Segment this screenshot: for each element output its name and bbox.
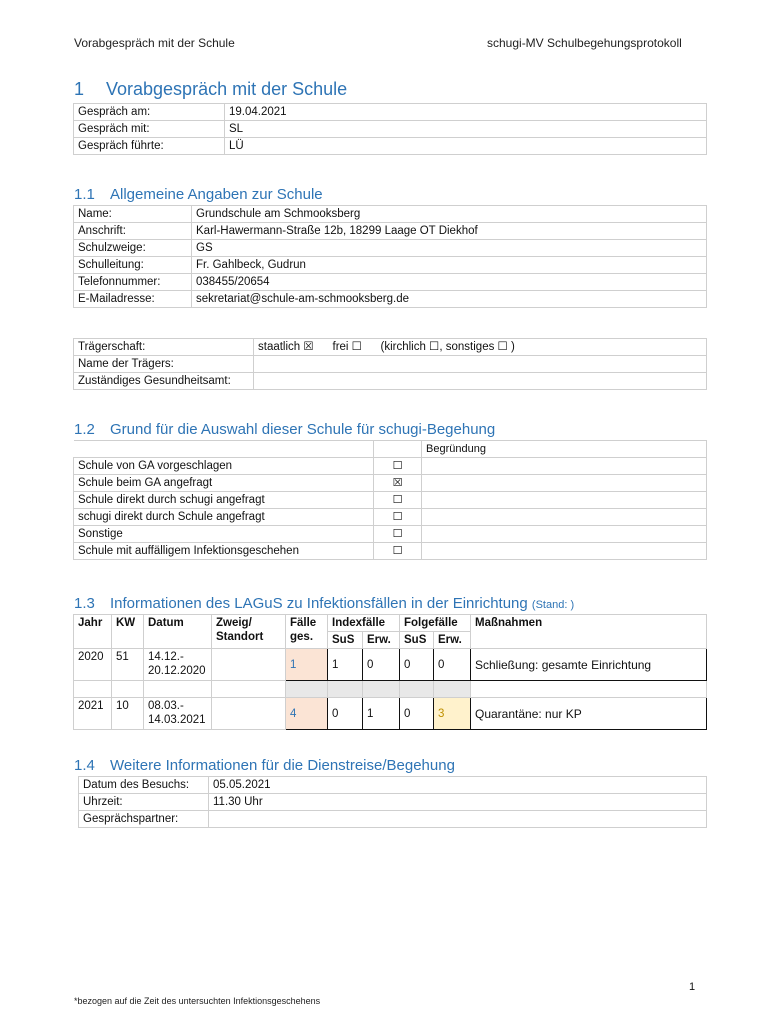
kirchlich-sonstiges-checkboxes[interactable]: (kirchlich ☐, sonstiges ☐ ) (377, 339, 707, 356)
reason-checkbox[interactable]: ☐ (374, 526, 422, 543)
row-value: 038455/20654 (192, 274, 707, 291)
cell-datum: 14.12.- 20.12.2020 (144, 649, 212, 681)
section-title: Informationen des LAGuS zu Infektionsfällen in der Einrichtung (110, 595, 528, 612)
section-1-4-heading (74, 757, 455, 774)
cell-folge-erw: 3 (434, 698, 471, 730)
section-title: Allgemeine Angaben zur Schule (110, 186, 323, 203)
frei-checkbox[interactable]: frei ☐ (329, 339, 377, 356)
cell-kw: 10 (112, 698, 144, 730)
section-number: 1.1 (74, 186, 95, 203)
section-1-3-heading (74, 595, 574, 612)
row-value: 11.30 Uhr (209, 794, 707, 811)
row-label: Name: (74, 206, 192, 223)
reason-begruendung (422, 458, 707, 475)
col-folge-sus: SuS (400, 632, 434, 649)
gesundheitsamt-label: Zuständiges Gesundheitsamt: (74, 373, 254, 390)
reason-begruendung (422, 543, 707, 560)
auswahl-table (73, 440, 707, 560)
table-row (74, 475, 707, 492)
empty-cell (212, 681, 286, 698)
table-row (74, 681, 707, 698)
empty-cell (363, 681, 400, 698)
section-1-heading (74, 79, 347, 100)
table-row (74, 121, 707, 138)
table-row (74, 291, 707, 308)
col-kw: KW (112, 615, 144, 649)
reason-label: Sonstige (74, 526, 374, 543)
row-value: Karl-Hawermann-Straße 12b, 18299 Laage OT Diekhof (192, 223, 707, 240)
empty-cell (471, 681, 707, 698)
empty-cell (434, 681, 471, 698)
visit-table (78, 776, 707, 828)
table-header-row (74, 615, 707, 632)
traeger-table (73, 338, 707, 390)
infection-table (73, 614, 707, 730)
footnote: *bezogen auf die Zeit des untersuchten Infektionsgeschehens (74, 996, 321, 1006)
cell-jahr: 2020 (74, 649, 112, 681)
cell-zweig (212, 698, 286, 730)
empty-cell (328, 681, 363, 698)
empty-cell (74, 681, 112, 698)
reason-begruendung (422, 492, 707, 509)
reason-checkbox[interactable]: ☐ (374, 543, 422, 560)
col-zweig: Zweig/ Standort (212, 615, 286, 649)
row-label: Gespräch führte: (74, 138, 225, 155)
conversation-table (73, 103, 707, 155)
row-label: Uhrzeit: (79, 794, 209, 811)
row-label: Schulleitung: (74, 257, 192, 274)
reason-label: Schule direkt durch schugi angefragt (74, 492, 374, 509)
row-label: Gespräch am: (74, 104, 225, 121)
school-info-table (73, 205, 707, 308)
section-1-1-heading (74, 186, 323, 203)
row-label: Telefonnummer: (74, 274, 192, 291)
section-title: Weitere Informationen für die Dienstreise/Begehung (110, 757, 455, 774)
reason-begruendung (422, 475, 707, 492)
col-jahr: Jahr (74, 615, 112, 649)
row-value: GS (192, 240, 707, 257)
reason-checkbox[interactable]: ☐ (374, 492, 422, 509)
table-row (74, 339, 707, 356)
cell-kw: 51 (112, 649, 144, 681)
table-row (74, 543, 707, 560)
section-number: 1.4 (74, 757, 95, 774)
table-row (74, 441, 707, 458)
gesundheitsamt-value (254, 373, 707, 390)
col-index-erw: Erw. (363, 632, 400, 649)
reason-begruendung (422, 526, 707, 543)
table-row (74, 356, 707, 373)
col-datum: Datum (144, 615, 212, 649)
page-number: 1 (689, 981, 696, 993)
row-label: E-Mailadresse: (74, 291, 192, 308)
reason-label: Schule mit auffälligem Infektionsgeschehen (74, 543, 374, 560)
header-right: schugi-MV Schulbegehungsprotokoll (487, 36, 682, 50)
table-row (74, 206, 707, 223)
empty-cell (400, 681, 434, 698)
reason-label: Schule beim GA angefragt (74, 475, 374, 492)
section-1-2-heading (74, 421, 495, 438)
section-title: Grund für die Auswahl dieser Schule für schugi-Begehung (110, 421, 496, 438)
cell-datum: 08.03.- 14.03.2021 (144, 698, 212, 730)
cell-zweig (212, 649, 286, 681)
reason-checkbox[interactable]: ☐ (374, 509, 422, 526)
table-row (74, 274, 707, 291)
table-row (74, 104, 707, 121)
row-label: Datum des Besuchs: (79, 777, 209, 794)
table-row (74, 223, 707, 240)
empty-cell (112, 681, 144, 698)
reason-label: schugi direkt durch Schule angefragt (74, 509, 374, 526)
section-1-number: 1 (74, 79, 85, 99)
row-value: LÜ (225, 138, 707, 155)
table-row (79, 811, 707, 828)
table-row (74, 458, 707, 475)
cell-massnahmen: Quarantäne: nur KP (471, 698, 707, 730)
row-value (209, 811, 707, 828)
traeger-name-label: Name der Trägers: (74, 356, 254, 373)
table-row (79, 777, 707, 794)
col-folgefaelle: Folgefälle (400, 615, 471, 632)
stand-label: (Stand: ) (531, 599, 575, 611)
table-row (74, 509, 707, 526)
row-label: Gesprächspartner: (79, 811, 209, 828)
row-label: Anschrift: (74, 223, 192, 240)
cell-folge-sus: 0 (400, 698, 434, 730)
table-row (74, 373, 707, 390)
staatlich-checkbox[interactable]: staatlich ☒ (254, 339, 329, 356)
section-1-title: Vorabgespräch mit der Schule (106, 79, 348, 99)
row-label: Schulzweige: (74, 240, 192, 257)
col-folge-erw: Erw. (434, 632, 471, 649)
table-row (74, 526, 707, 543)
reason-checkbox[interactable]: ☐ (374, 458, 422, 475)
table-row (74, 492, 707, 509)
empty-cell (74, 441, 374, 458)
section-number: 1.2 (74, 421, 95, 438)
reason-label: Schule von GA vorgeschlagen (74, 458, 374, 475)
cell-index-sus: 0 (328, 698, 363, 730)
row-value: sekretariat@schule-am-schmooksberg.de (192, 291, 707, 308)
empty-cell (374, 441, 422, 458)
row-value: 19.04.2021 (225, 104, 707, 121)
cell-jahr: 2021 (74, 698, 112, 730)
row-value: Fr. Gahlbeck, Gudrun (192, 257, 707, 274)
begruendung-header: Begründung (422, 441, 707, 458)
col-indexfaelle: Indexfälle (328, 615, 400, 632)
cell-index-erw: 1 (363, 698, 400, 730)
table-row (74, 138, 707, 155)
header-left: Vorabgespräch mit der Schule (74, 36, 235, 50)
empty-cell (144, 681, 212, 698)
traeger-name-value (254, 356, 707, 373)
reason-begruendung (422, 509, 707, 526)
cell-faelle: 1 (286, 649, 328, 681)
table-row (74, 240, 707, 257)
cell-folge-sus: 0 (400, 649, 434, 681)
traeger-label: Trägerschaft: (74, 339, 254, 356)
reason-checkbox[interactable]: ☒ (374, 475, 422, 492)
row-label: Gespräch mit: (74, 121, 225, 138)
cell-index-sus: 1 (328, 649, 363, 681)
row-value: 05.05.2021 (209, 777, 707, 794)
cell-massnahmen: Schließung: gesamte Einrichtung (471, 649, 707, 681)
cell-index-erw: 0 (363, 649, 400, 681)
row-value: SL (225, 121, 707, 138)
col-massnahmen: Maßnahmen (471, 615, 707, 649)
table-row (74, 649, 707, 681)
section-number: 1.3 (74, 595, 95, 612)
cell-folge-erw: 0 (434, 649, 471, 681)
table-row (74, 698, 707, 730)
empty-cell (286, 681, 328, 698)
table-row (79, 794, 707, 811)
col-faelle: Fälle ges. (286, 615, 328, 649)
col-index-sus: SuS (328, 632, 363, 649)
table-row (74, 257, 707, 274)
row-value: Grundschule am Schmooksberg (192, 206, 707, 223)
cell-faelle: 4 (286, 698, 328, 730)
